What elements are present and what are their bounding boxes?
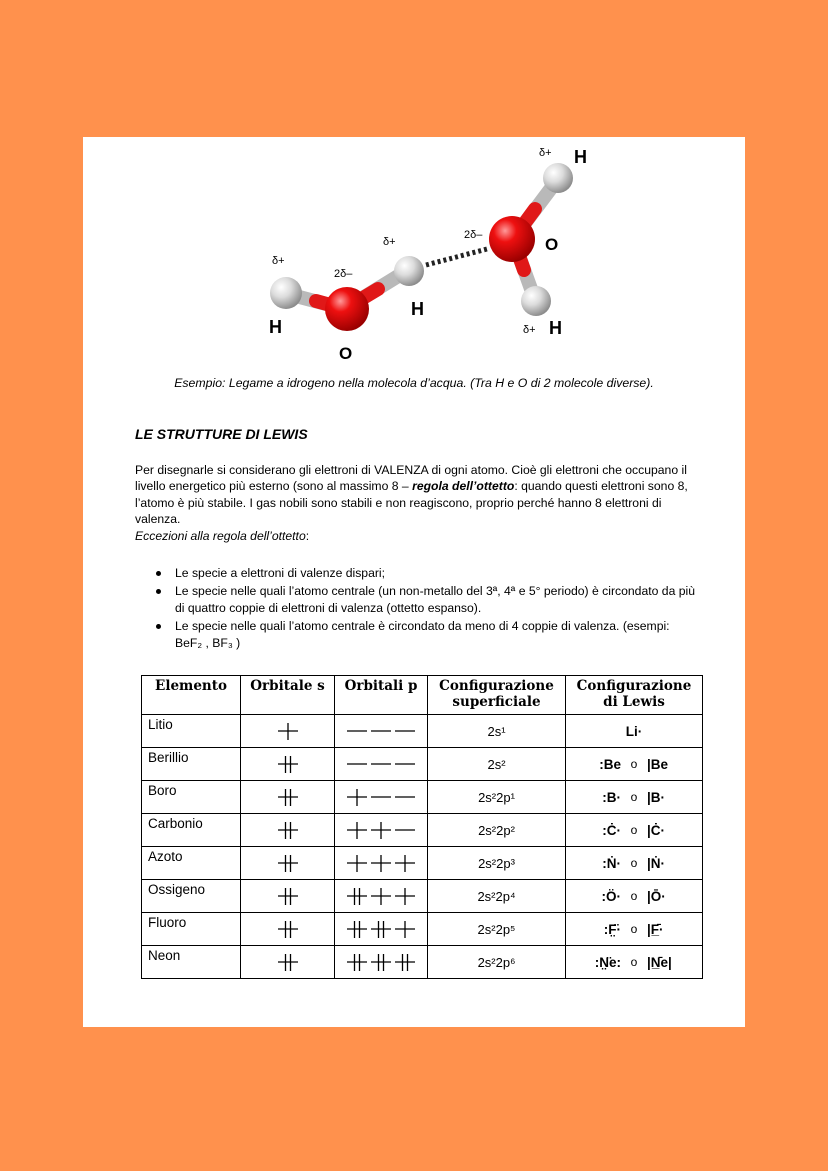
- orbital-diagram: [345, 918, 417, 940]
- charge-label: δ+: [539, 147, 552, 159]
- lewis-line-notation: |N̲̄e|: [647, 954, 672, 970]
- orbital-s-cell: [241, 847, 335, 880]
- document-page: [83, 137, 745, 1027]
- lewis-configuration: [566, 814, 703, 847]
- table-row: [142, 814, 703, 847]
- lewis-dot-notation: :Ċ·: [602, 822, 621, 838]
- orbital-s-cell: [241, 715, 335, 748]
- element-name: Carbonio: [142, 814, 241, 847]
- orbitals-p-cell: [335, 748, 428, 781]
- exceptions-colon: :: [305, 528, 310, 543]
- or-word: o: [630, 823, 638, 837]
- electron-configuration: 2s²2p⁶: [428, 946, 566, 979]
- figure-caption: Esempio: Legame a idrogeno nella molecola d’acqua. (Tra H e O di 2 molecole diverse).: [174, 376, 654, 390]
- element-name: Neon: [142, 946, 241, 979]
- lewis-line-notation: |Be: [647, 756, 669, 772]
- atom-label: H: [574, 147, 587, 167]
- orbital-diagram: [345, 885, 417, 907]
- table-body: [142, 715, 703, 979]
- charge-label: 2δ–: [334, 268, 353, 280]
- list-item: Le specie nelle quali l’atomo centrale è circondato da meno di 4 coppie di valenza. (esempi: BeF₂ , BF₃ ): [135, 618, 695, 651]
- lewis-configuration: [566, 748, 703, 781]
- header-lewis: Configurazione di Lewis: [566, 676, 703, 715]
- hydrogen-atom: [394, 256, 424, 286]
- or-word: o: [630, 922, 638, 936]
- orbital-s-cell: [241, 781, 335, 814]
- lewis-configuration: [566, 913, 703, 946]
- list-item: Le specie nelle quali l’atomo centrale (un non-metallo del 3ª, 4ª e 5° periodo) è circondato da più di quattro coppie di elettroni di valenza (ottetto espanso).: [135, 583, 695, 616]
- atom-label: H: [269, 317, 282, 337]
- orbital-diagram: [345, 786, 417, 808]
- table-row: [142, 847, 703, 880]
- lewis-dot-notation: :Ö·: [601, 888, 621, 904]
- lewis-dot-notation: :B·: [602, 789, 621, 805]
- orbital-s-cell: [241, 946, 335, 979]
- charge-label: δ+: [523, 324, 536, 336]
- atom-label: O: [545, 235, 559, 254]
- lewis-configuration: [566, 946, 703, 979]
- lewis-dot-notation: :Ṅ·: [602, 855, 621, 871]
- orbital-diagram: [276, 885, 300, 907]
- intro-paragraph: [135, 462, 710, 544]
- lewis-dot-notation: :F̤̈·: [603, 921, 621, 937]
- electron-configuration: 2s²2p⁴: [428, 880, 566, 913]
- hydrogen-atom: [543, 163, 573, 193]
- electron-configuration: 2s²2p⁵: [428, 913, 566, 946]
- paragraph-intro: Per disegnarle si considerano gli elettroni di VALENZA di ogni atomo. Cioè gli elettroni che occupano il livello energetico più esterno (sono al massimo 8 –: [135, 463, 687, 494]
- lewis-configuration: [566, 781, 703, 814]
- element-name: Berillio: [142, 748, 241, 781]
- lewis-line-notation: |F̲̄·: [647, 921, 664, 937]
- orbitals-p-cell: [335, 880, 428, 913]
- element-name: Azoto: [142, 847, 241, 880]
- or-word: o: [630, 790, 638, 804]
- orbital-s-cell: [241, 913, 335, 946]
- lewis-line-notation: |Ṅ·: [647, 855, 666, 871]
- lewis-table: [141, 675, 703, 979]
- exceptions-list: [135, 565, 695, 653]
- orbital-diagram: [345, 720, 417, 742]
- electron-configuration: 2s²2p³: [428, 847, 566, 880]
- table-row: [142, 715, 703, 748]
- orbital-diagram: [276, 852, 300, 874]
- or-word: o: [630, 757, 638, 771]
- orbital-s-cell: [241, 880, 335, 913]
- orbital-diagram: [276, 918, 300, 940]
- orbital-diagram: [276, 951, 300, 973]
- electron-configuration: 2s²2p¹: [428, 781, 566, 814]
- or-word: o: [630, 856, 638, 870]
- lewis-configuration: [566, 715, 703, 748]
- element-name: Ossigeno: [142, 880, 241, 913]
- orbital-diagram: [276, 819, 300, 841]
- orbital-diagram: [345, 819, 417, 841]
- charge-label: δ+: [383, 236, 396, 248]
- hydrogen-atom: [521, 286, 551, 316]
- orbitals-p-cell: [335, 913, 428, 946]
- orbitals-p-cell: [335, 946, 428, 979]
- orbital-s-cell: [241, 748, 335, 781]
- electron-configuration: 2s¹: [428, 715, 566, 748]
- electron-configuration: 2s²: [428, 748, 566, 781]
- header-orbitals-p: Orbitali p: [335, 676, 428, 715]
- charge-label: 2δ–: [464, 229, 483, 241]
- orbital-diagram: [345, 852, 417, 874]
- or-word: o: [630, 889, 638, 903]
- header-element: Elemento: [142, 676, 241, 715]
- lewis-line-notation: |Ō·: [647, 888, 666, 904]
- lewis-configuration: [566, 847, 703, 880]
- orbital-s-cell: [241, 814, 335, 847]
- orbitals-p-cell: [335, 814, 428, 847]
- orbital-diagram: [345, 753, 417, 775]
- table-row: [142, 946, 703, 979]
- lewis-table-container: [141, 675, 703, 979]
- table-row: [142, 748, 703, 781]
- orbital-diagram: [276, 753, 300, 775]
- lewis-line-notation: |B·: [647, 789, 666, 805]
- exceptions-label: Eccezioni alla regola dell’ottetto: [135, 528, 306, 543]
- table-header-row: [142, 676, 703, 715]
- orbital-diagram: [276, 786, 300, 808]
- orbitals-p-cell: [335, 781, 428, 814]
- lewis-dot-notation: :N̤̈e:: [594, 954, 621, 970]
- lewis-configuration: [566, 880, 703, 913]
- element-name: Fluoro: [142, 913, 241, 946]
- paragraph-rest: : quando questi elettroni sono 8, l’atomo è più stabile. I gas nobili sono stabili e non reagiscono, proprio perché hanno 8 elettroni di valenza.: [135, 479, 688, 527]
- element-name: Boro: [142, 781, 241, 814]
- octet-rule-term: regola dell’ottetto: [412, 479, 515, 494]
- orbitals-p-cell: [335, 715, 428, 748]
- charge-label: δ+: [272, 255, 285, 267]
- lewis-line-notation: |Ċ·: [647, 822, 666, 838]
- list-item: Le specie a elettroni di valenze dispari;: [135, 565, 695, 581]
- header-orbital-s: Orbitale s: [241, 676, 335, 715]
- or-word: o: [630, 955, 638, 969]
- atom-label: O: [339, 344, 353, 363]
- orbitals-p-cell: [335, 847, 428, 880]
- lewis-dot-notation: Li·: [625, 723, 643, 739]
- oxygen-atom: [489, 216, 535, 262]
- orbital-diagram: [276, 720, 300, 742]
- electron-configuration: 2s²2p²: [428, 814, 566, 847]
- table-row: [142, 913, 703, 946]
- table-row: [142, 880, 703, 913]
- orbital-diagram: [345, 951, 417, 973]
- atom-label: H: [549, 318, 562, 338]
- hydrogen-atom: [270, 277, 302, 309]
- oxygen-atom: [325, 287, 369, 331]
- element-name: Litio: [142, 715, 241, 748]
- atom-label: H: [411, 299, 424, 319]
- section-title: LE STRUTTURE DI LEWIS: [135, 426, 308, 442]
- table-row: [142, 781, 703, 814]
- header-config: Configurazione superficiale: [428, 676, 566, 715]
- lewis-dot-notation: :Be: [599, 756, 621, 772]
- hydrogen-bond-figure: [83, 137, 745, 372]
